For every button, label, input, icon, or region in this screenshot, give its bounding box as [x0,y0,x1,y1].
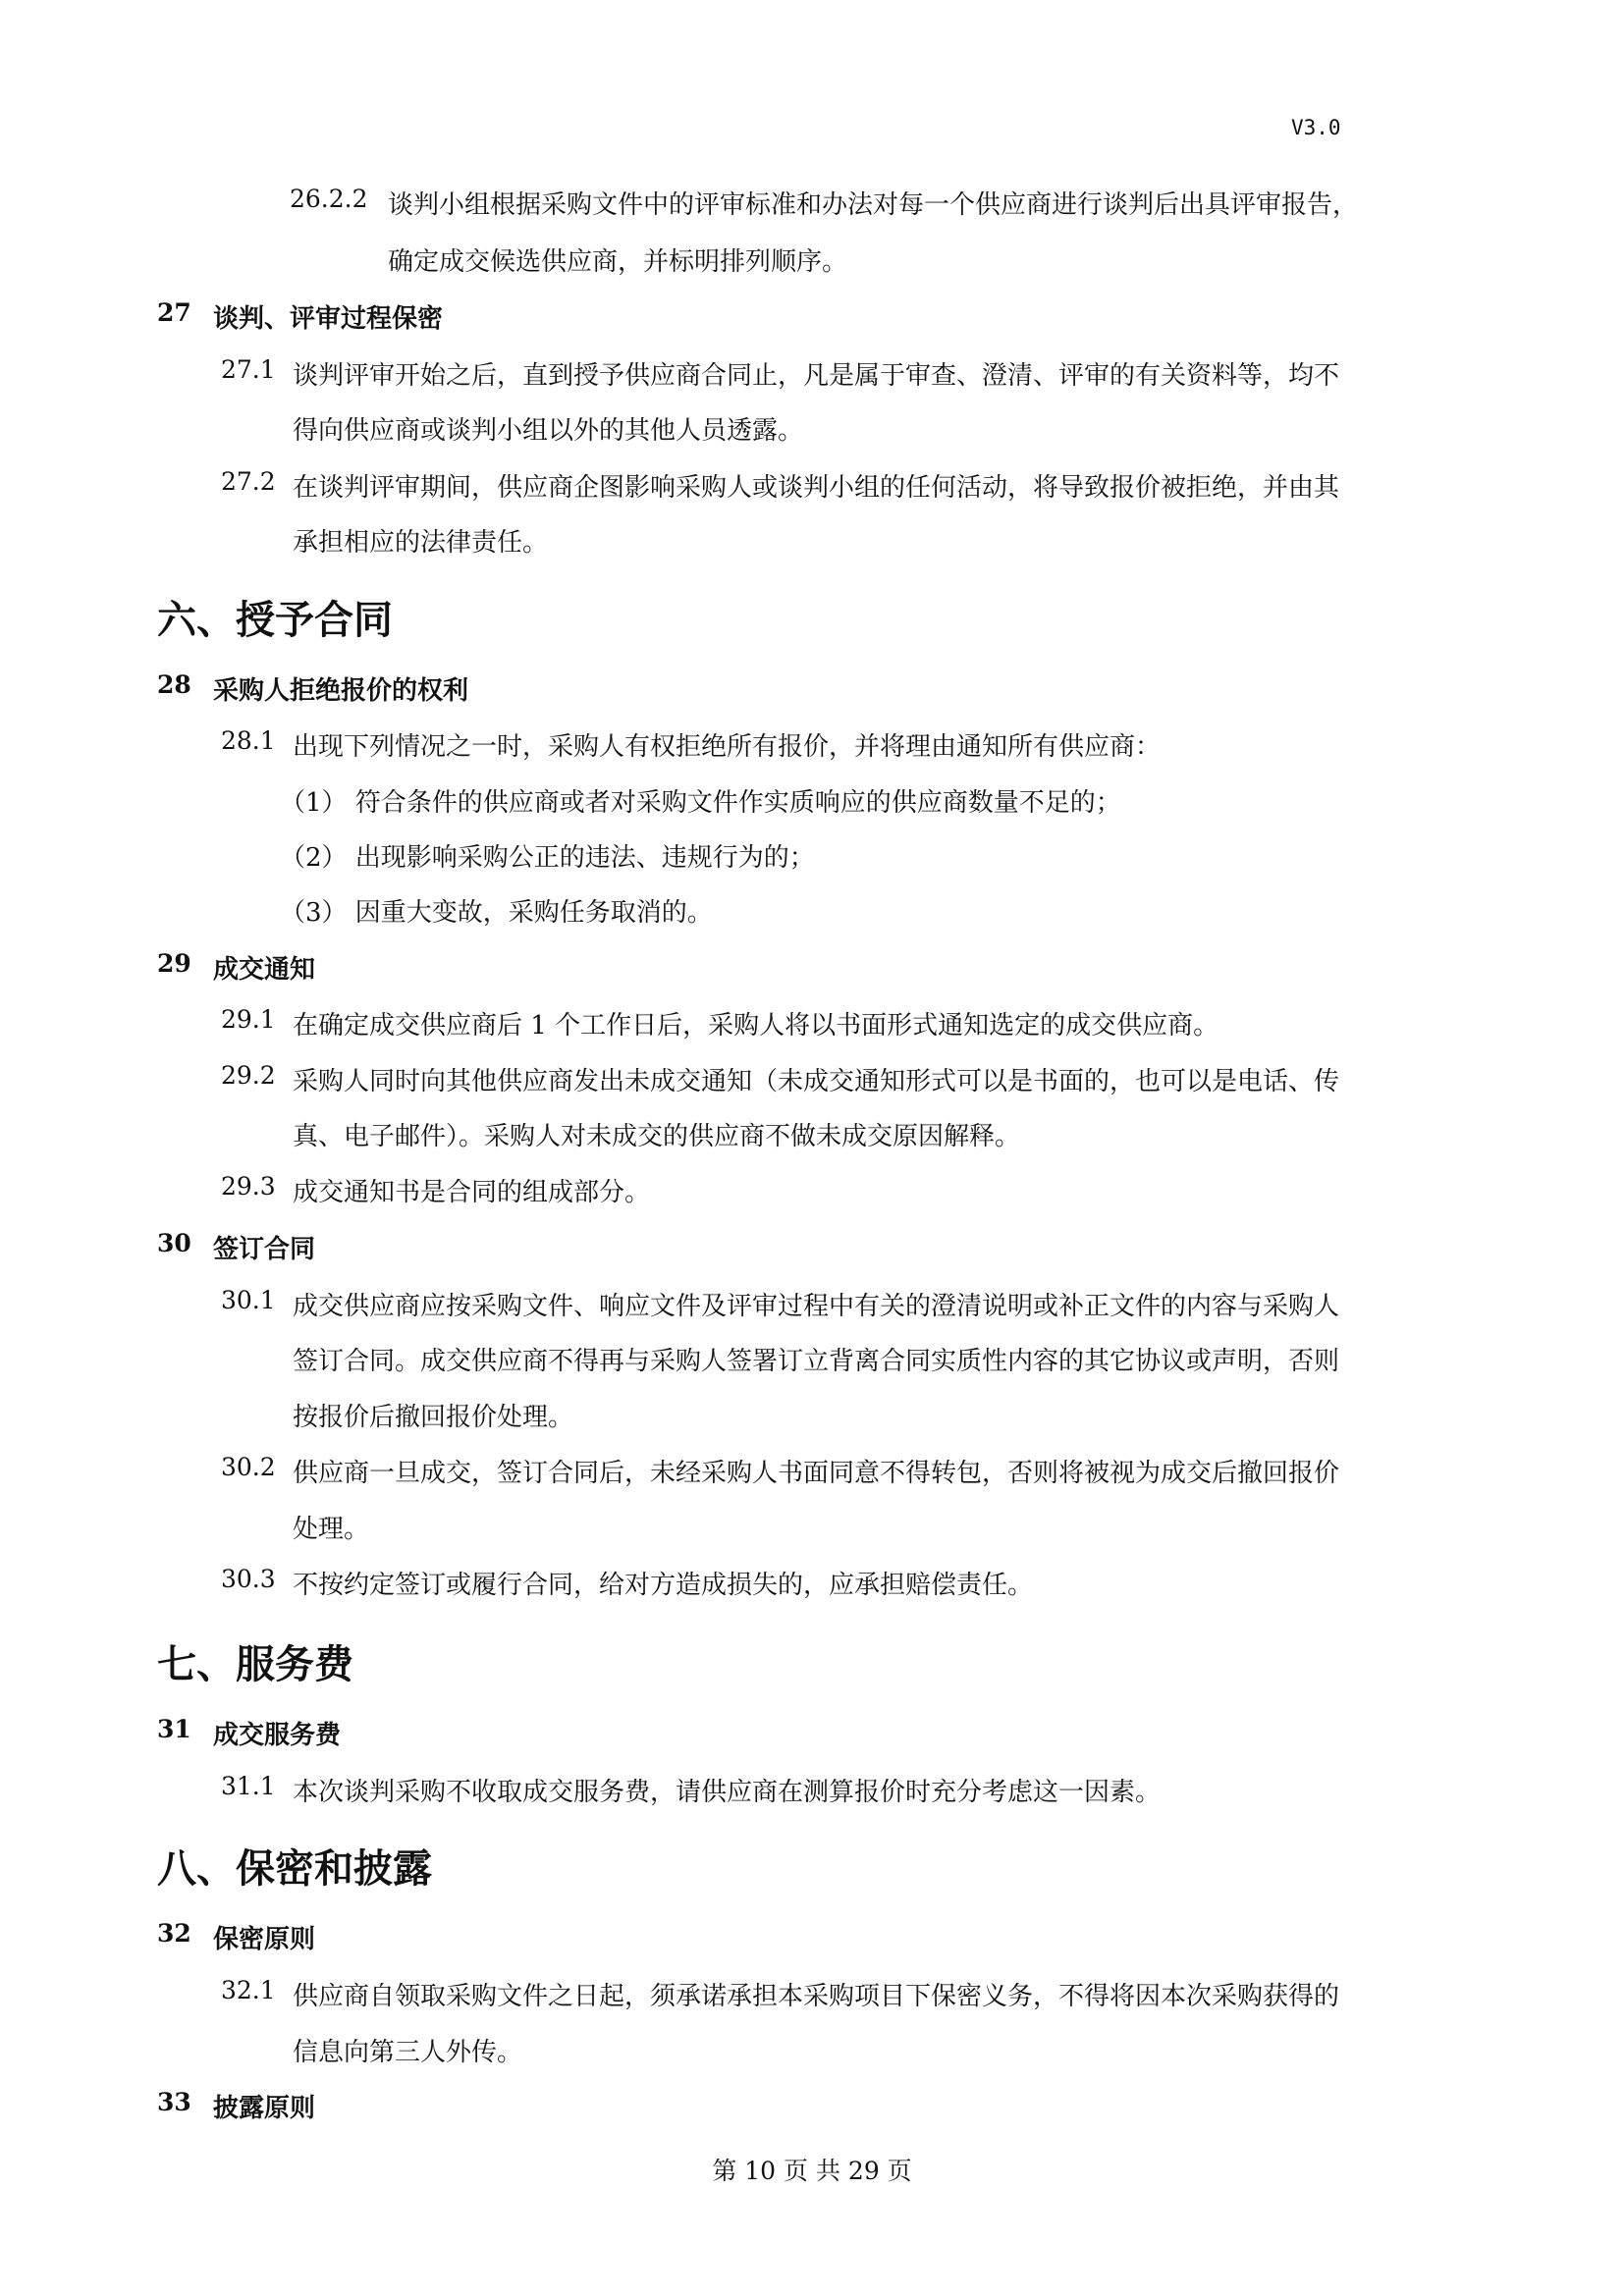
clause-text: 承担相应的法律责任。 [293,528,549,558]
clause-text: 成交通知书是合同的组成部分。 [293,1178,651,1207]
clause-number: 30.2 [221,1453,276,1481]
list-item: （2） 出现影响采购公正的违法、违规行为的； [280,843,815,873]
clause-text: 谈判小组根据采购文件中的评审标准和办法对每一个供应商进行谈判后出具评审报告， [388,190,1359,220]
clause-text: 处理。 [293,1515,370,1544]
clause-number: 29.1 [221,1005,276,1034]
clause-text: 在谈判评审期间，供应商企图影响采购人或谈判小组的任何活动，将导致报价被拒绝，并由其 [293,473,1340,503]
clause-number: 30.1 [221,1286,276,1314]
section-number: 29 [157,949,191,978]
list-item: （3） 因重大变故，采购任务取消的。 [280,898,713,928]
clause-number: 27.2 [221,467,276,496]
version-label: V3.0 [1291,116,1341,139]
clause-text: 不按约定签订或履行合同，给对方造成损失的，应承担赔偿责任。 [293,1571,1034,1600]
clause-text: 供应商一旦成交，签订合同后，未经采购人书面同意不得转包，否则将被视为成交后撤回报价 [293,1459,1340,1488]
section-title: 披露原则 [213,2094,316,2123]
clause-text: 得向供应商或谈判小组以外的其他人员透露。 [293,416,804,446]
clause-number: 32.1 [221,1976,276,2004]
clause-text: 在确定成交供应商后 1 个工作日后，采购人将以书面形式通知选定的成交供应商。 [293,1011,1219,1041]
clause-text: 按报价后撤回报价处理。 [293,1403,574,1432]
chapter-heading: 七、服务费 [157,1642,353,1687]
section-title: 采购人拒绝报价的权利 [213,676,469,706]
section-number: 27 [157,298,191,327]
section-number: 31 [157,1715,191,1743]
list-item: （1） 符合条件的供应商或者对采购文件作实质响应的供应商数量不足的； [280,788,1121,818]
clause-text: 供应商自领取采购文件之日起，须承诺承担本采购项目下保密义务，不得将因本次采购获得的 [293,1982,1340,2011]
clause-text: 出现下列情况之一时，采购人有权拒绝所有报价，并将理由通知所有供应商： [293,732,1162,762]
chapter-heading: 六、授予合同 [157,598,393,643]
clause-text: 信息向第三人外传。 [293,2038,523,2067]
chapter-heading: 八、保密和披露 [157,1846,432,1892]
clause-text: 真、电子邮件）。采购人对未成交的供应商不做未成交原因解释。 [293,1122,1021,1151]
section-number: 32 [157,1919,191,1948]
clause-text: 谈判评审开始之后，直到授予供应商合同止，凡是属于审查、澄清、评审的有关资料等，均不 [293,361,1340,391]
section-title: 谈判、评审过程保密 [213,304,444,334]
page-footer: 第 10 页 共 29 页 [712,2157,912,2185]
clause-number: 28.1 [221,726,276,755]
clause-number: 27.1 [221,355,276,384]
clause-number: 26.2.2 [290,185,368,213]
section-title: 保密原则 [213,1925,316,1954]
clause-number: 29.2 [221,1061,276,1090]
section-number: 30 [157,1229,191,1257]
section-number: 28 [157,670,191,699]
clause-text: 签订合同。成交供应商不得再与采购人签署订立背离合同实质性内容的其它协议或声明，否则 [293,1347,1340,1376]
clause-number: 30.3 [221,1565,276,1593]
clause-text: 本次谈判采购不收取成交服务费，请供应商在测算报价时充分考虑这一因素。 [293,1778,1162,1807]
section-number: 33 [157,2088,191,2116]
section-title: 成交通知 [213,955,316,985]
section-title: 签订合同 [213,1235,316,1264]
clause-text: 成交供应商应按采购文件、响应文件及评审过程中有关的澄清说明或补正文件的内容与采购人 [293,1292,1340,1321]
clause-text: 确定成交候选供应商，并标明排列顺序。 [388,247,848,277]
clause-number: 31.1 [221,1772,276,1800]
clause-number: 29.3 [221,1172,276,1201]
section-title: 成交服务费 [213,1721,342,1750]
clause-text: 采购人同时向其他供应商发出未成交通知（未成交通知形式可以是书面的，也可以是电话、传 [293,1067,1340,1096]
